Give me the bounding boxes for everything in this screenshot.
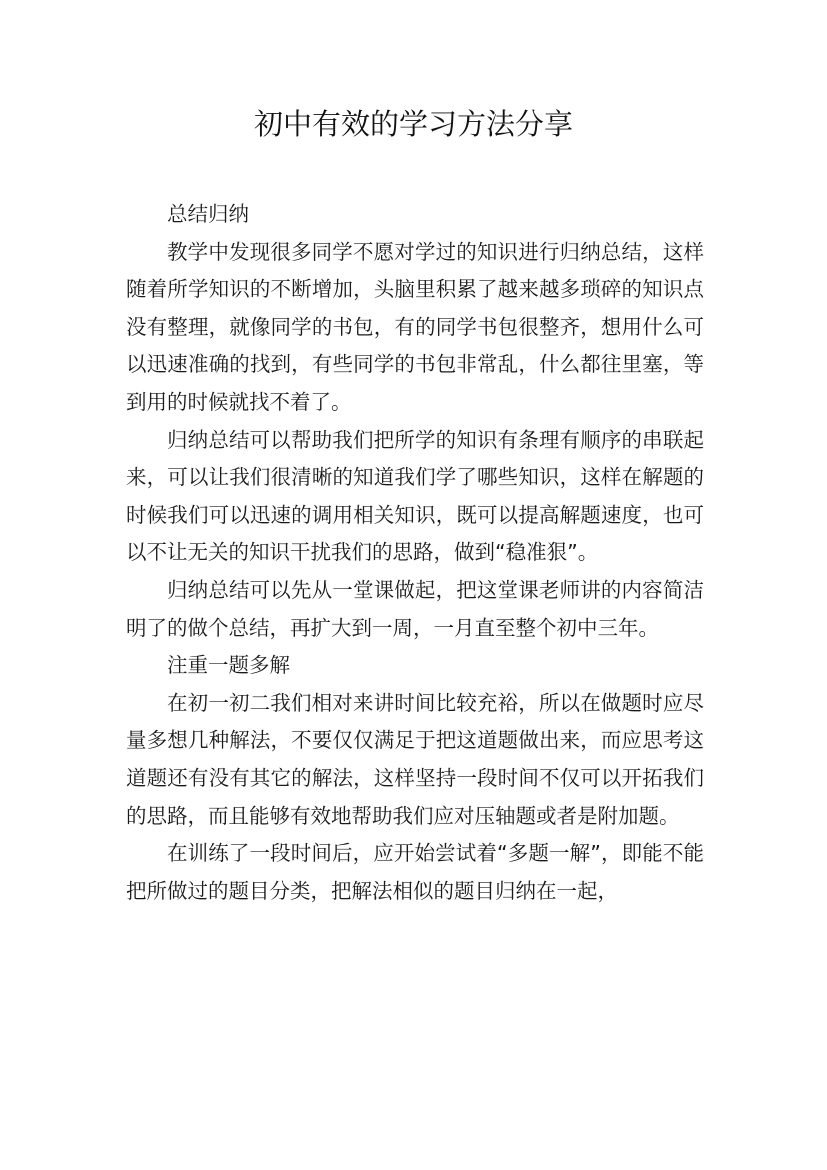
section-heading-summary: 总结归纳 (167, 202, 249, 226)
document-body (126, 196, 704, 910)
paragraph: 在训练了一段时间后，应开始尝试着“多题一解”，即能不能把所做过的题目分类，把解法相似的题目归纳在一起， (126, 841, 704, 903)
paragraph: 教学中发现很多同学不愿对学过的知识进行归纳总结，这样随着所学知识的不断增加，头脑里积累了越来越多琐碎的知识点没有整理，就像同学的书包，有的同学书包很整齐，想用什么可以迅速准确的找到，有些同学的书包非常乱，什么都往里塞，等到用的时候就找不着了。 (126, 239, 704, 414)
paragraph: 归纳总结可以先从一堂课做起，把这堂课老师讲的内容简洁明了的做个总结，再扩大到一周，一月直至整个初中三年。 (126, 577, 704, 640)
paragraph: 在初一初二我们相对来讲时间比较充裕，所以在做题时应尽量多想几种解法，不要仅仅满足于把这道题做出来，而应思考这道题还有没有其它的解法，这样坚持一段时间不仅可以开拓我们的思路，而且能够有效地帮助我们应对压轴题或者是附加题。 (126, 690, 704, 828)
paragraph: 归纳总结可以帮助我们把所学的知识有条理有顺序的串联起来，可以让我们很清晰的知道我们学了哪些知识，这样在解题的时候我们可以迅速的调用相关知识，既可以提高解题速度，也可以不让无关的知识干扰我们的思路，做到“稳准狠”。 (126, 427, 704, 565)
section-heading-multiple-solutions: 注重一题多解 (167, 653, 290, 678)
document-title: 初中有效的学习方法分享 (253, 107, 573, 141)
